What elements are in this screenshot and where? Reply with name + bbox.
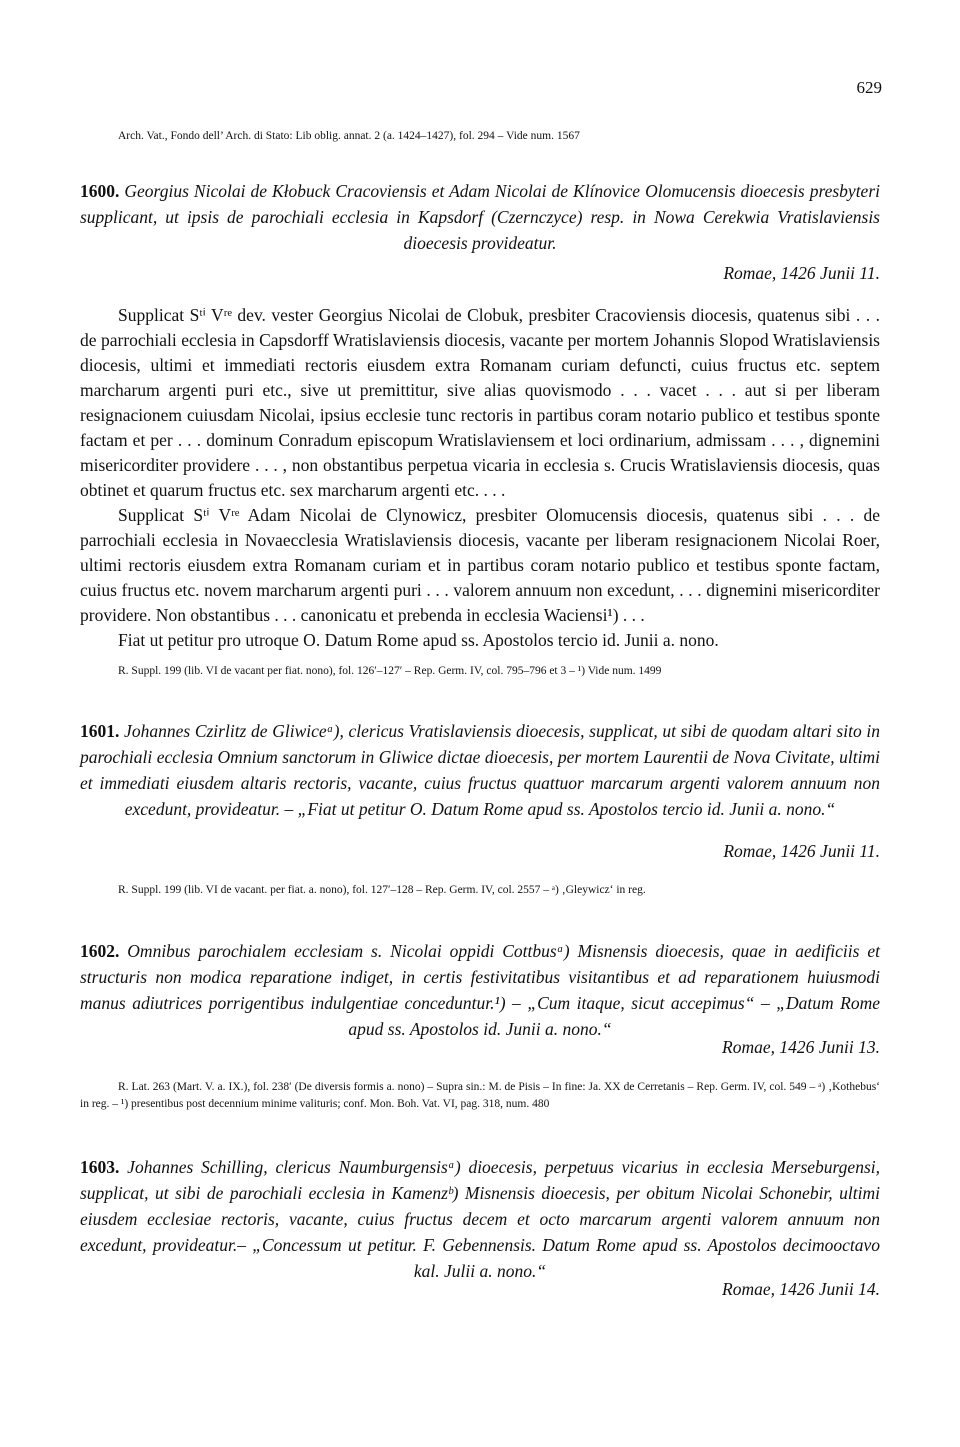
entry-summary: Georgius Nicolai de Kłobuck Cracoviensis et Adam Nicolai de Klínovice Olomucensis dioecesis presbyteri supplicant, ut ipsis de parochiali ecclesia in Kapsdorf (Czernczyce) resp. in Nowa Cerekwia Vratislaviensis dioecesis provideatur. <box>80 181 881 253</box>
supplication-paragraph: Supplicat Sᵗⁱ Vʳᵉ Adam Nicolai de Clynowicz, presbiter Olomucensis diocesis, quatenus sibi . . . de parrochiali ecclesia in Novaecclesia Wratislaviensis diocesis, vacante per liberam resignacionem Nicolai Roer, ultimi rectoris eiusdem extra Romanam curiam et in partibus coram notario publico et testibus sponte factam, cuius fructus etc. novem marcharum argenti puri . . . valorem annuum non excedunt, . . . dignemini misericorditer providere. Non obstantibus . . . canonicatu et prebenda in ecclesia Waciensi¹) . . . <box>80 505 880 625</box>
signature-paragraph: Fiat ut petitur pro utroque O. Datum Rome apud ss. Apostolos tercio id. Junii a. nono. <box>118 630 719 650</box>
entry-1602-heading <box>80 938 880 1042</box>
entry-1601-date: Romae, 1426 Junii 11. <box>723 841 880 861</box>
entry-1603-date: Romae, 1426 Junii 14. <box>722 1279 880 1299</box>
entry-number: 1603. <box>80 1157 120 1177</box>
archive-source-line: Arch. Vat., Fondo dell’ Arch. di Stato: Lib oblig. annat. 2 (a. 1424–1427), fol. 294 – Vide num. 1567 <box>118 130 580 142</box>
entry-1602-date: Romae, 1426 Junii 13. <box>722 1037 880 1057</box>
source-text: R. Lat. 263 (Mart. V. a. IX.), fol. 238′ (De diversis formis a. nono) – Supra sin.: M. de Pisis – In fine: Ja. XX de Cerretanis – Rep. Germ. IV, col. 549 – ᵃ) ‚Kothebus‘ in reg. – ¹) presentibus post decennium minime valituris; conf. Mon. Boh. Vat. VI, pag. 318, num. 480 <box>80 1081 880 1110</box>
entry-number: 1600. <box>80 181 120 201</box>
entry-number: 1602. <box>80 941 120 961</box>
entry-1603-heading <box>80 1154 880 1284</box>
page-number: 629 <box>856 78 882 97</box>
entry-1601-source: R. Suppl. 199 (lib. VI de vacant. per fiat. a. nono), fol. 127′–128 – Rep. Germ. IV, col. 2557 – ᵃ) ‚Gleywicz‘ in reg. <box>118 884 646 896</box>
entry-summary: Johannes Schilling, clericus Naumburgensisᵃ) dioecesis, perpetuus vicarius in ecclesia Merseburgensi, supplicat, ut sibi de parochiali ecclesia in Kamenzᵇ) Misnensis dioecesis, per obitum Nicolai Schonebir, ultimi eiusdem ecclesiae rectoris, vacante, cuius fructus decem et octo marcarum argenti valorem annuum non excedunt, provideatur.– „Concessum ut petitur. F. Gebennensis. Datum Rome apud ss. Apostolos decimooctavo kal. Julii a. nono.“ <box>80 1157 880 1281</box>
supplication-paragraph: Supplicat Sᵗⁱ Vʳᵉ dev. vester Georgius Nicolai de Clobuk, presbiter Cracoviensis diocesis, quatenus sibi . . . de parrochiali ecclesia in Capsdorff Wratislaviensis diocesis, vacante per mortem Johannis Slopod Wratislaviensis diocesis, ultimi et immediati rectoris eiusdem extra Romanam curiam defuncti, cuius fructus etc. septem marcharum argenti puri etc., sive ut premittitur, sive alias quovismodo . . . vacet . . . aut si per liberam resignacionem cuiusdam Nicolai, ipsius ecclesie tunc rectoris in partibus coram notario publico et testibus sponte factam et per . . . dominum Conradum episcopum Wratislaviensem et loci ordinarium, admissam . . . , dignemini misericorditer providere . . . , non obstantibus perpetua vicaria in ecclesia s. Crucis Wratislaviensis diocesis, quas obtinet et quarum fructus etc. sex marcharum argenti etc. . . . <box>80 305 880 500</box>
entry-1600-date: Romae, 1426 Junii 11. <box>723 263 880 283</box>
entry-1600-source: R. Suppl. 199 (lib. VI de vacant per fiat. nono), fol. 126′–127′ – Rep. Germ. IV, col. 795–796 et 3 – ¹) Vide num. 1499 <box>118 665 662 677</box>
entry-summary: Johannes Czirlitz de Gliwiceᵃ), clericus Vratislaviensis dioecesis, supplicat, ut sibi de quodam altari sito in parochiali ecclesia Omnium sanctorum in Gliwice dictae dioecesis, per mortem Laurentii de Nova Civitate, ultimi et immediati eiusdem altaris rectoris, vacante, cuius fructus quattuor marcarum argenti valorem annuum non excedunt, provideatur. – „Fiat ut petitur O. Datum Rome apud ss. Apostolos tercio id. Junii a. nono.“ <box>80 721 880 819</box>
entry-1600-text <box>80 303 880 653</box>
entry-1600-heading <box>80 178 880 256</box>
entry-1601-heading <box>80 718 880 822</box>
entry-number: 1601. <box>80 721 120 741</box>
entry-summary: Omnibus parochialem ecclesiam s. Nicolai oppidi Cottbusᵃ) Misnensis dioecesis, quae in aedificiis et structuris non modica reparatione indiget, in certis festivitatibus visitantibus et ad reparationem huiusmodi manus adiutrices porrigentibus indulgentiae conceduntur.¹) – „Cum itaque, sicut accepimus“ – „Datum Rome apud ss. Apostolos id. Junii a. nono.“ <box>80 941 880 1039</box>
entry-1602-source <box>80 1079 880 1113</box>
